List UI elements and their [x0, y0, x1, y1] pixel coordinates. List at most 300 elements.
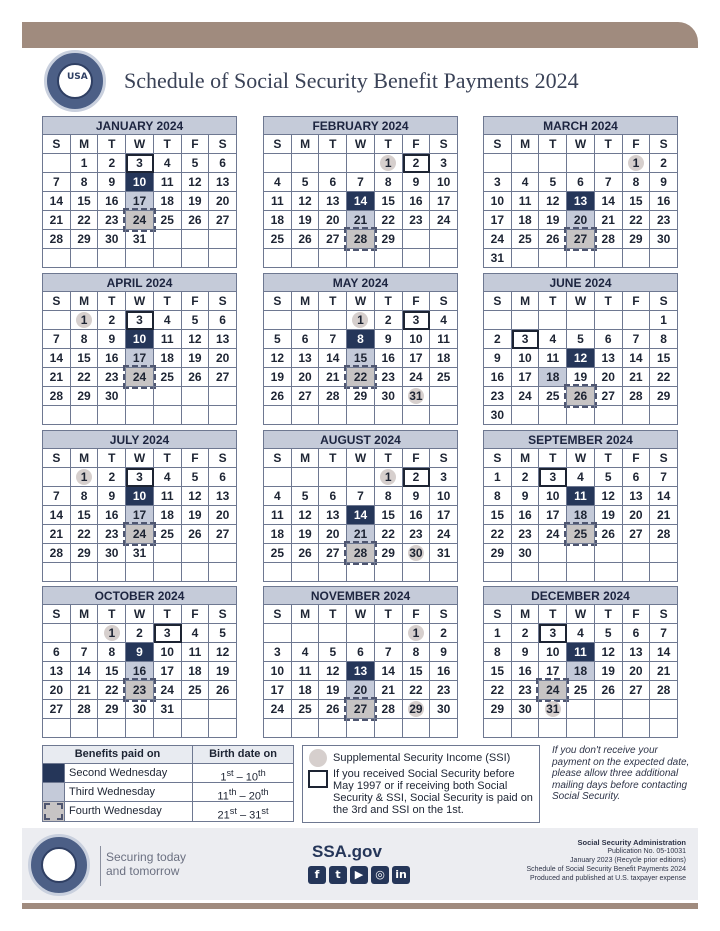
- day-cell: 10: [430, 487, 458, 506]
- eagle-icon: USA: [67, 72, 88, 82]
- day-cell: 2: [98, 311, 126, 330]
- weekday-header: W: [567, 292, 595, 311]
- weekday-header: W: [347, 135, 375, 154]
- day-cell: 15: [71, 192, 99, 211]
- weekday-header: T: [98, 292, 126, 311]
- day-cell: 17: [430, 506, 458, 525]
- weekday-header: W: [126, 605, 154, 624]
- weekday-header: T: [98, 605, 126, 624]
- empty-cell: [264, 249, 292, 268]
- empty-cell: [539, 563, 567, 582]
- ssi-swatch: [309, 749, 327, 767]
- day-cell: 5: [209, 624, 237, 643]
- empty-cell: [595, 719, 623, 738]
- day-cell: 24: [539, 525, 567, 544]
- day-cell: 4: [430, 311, 458, 330]
- day-cell: 8: [347, 330, 375, 349]
- weekday-header: T: [98, 135, 126, 154]
- day-cell: 28: [319, 387, 347, 406]
- page-title: Schedule of Social Security Benefit Payments 2024: [124, 68, 579, 93]
- day-cell: 3: [430, 468, 458, 487]
- day-cell: 18: [264, 211, 292, 230]
- day-cell: 5: [319, 643, 347, 662]
- day-cell: 5: [539, 173, 567, 192]
- day-cell: 12: [319, 662, 347, 681]
- weekday-header: F: [182, 292, 210, 311]
- day-cell: 28: [71, 700, 99, 719]
- day-cell: 22: [71, 525, 99, 544]
- day-cell: 11: [539, 349, 567, 368]
- day-cell: 26: [567, 387, 595, 406]
- day-cell: 13: [209, 330, 237, 349]
- ssi-payment-marker: 1: [76, 312, 92, 328]
- empty-cell: [375, 249, 403, 268]
- day-cell: 28: [43, 230, 71, 249]
- empty-cell: [98, 563, 126, 582]
- weekday-header: T: [154, 135, 182, 154]
- ssi-payment-marker: 31: [546, 702, 560, 716]
- day-cell: 18: [264, 525, 292, 544]
- day-cell: 29: [484, 544, 512, 563]
- calendar-grid: [42, 116, 678, 738]
- day-cell: 27: [209, 368, 237, 387]
- day-cell: 20: [209, 506, 237, 525]
- empty-cell: [403, 406, 431, 425]
- weekday-header: F: [403, 605, 431, 624]
- day-cell: 11: [430, 330, 458, 349]
- day-cell: [347, 311, 375, 330]
- legend-label: Third Wednesday: [65, 783, 193, 801]
- ssi-legend-box: [302, 745, 540, 823]
- day-cell: 21: [347, 211, 375, 230]
- day-cell: 29: [375, 230, 403, 249]
- day-cell: 2: [484, 330, 512, 349]
- empty-cell: [126, 406, 154, 425]
- bottom-accent-bar: [22, 903, 698, 909]
- empty-cell: [264, 406, 292, 425]
- day-cell: 14: [623, 349, 651, 368]
- instagram-icon[interactable]: ◎: [371, 866, 389, 884]
- empty-cell: [347, 154, 375, 173]
- day-cell: 17: [484, 211, 512, 230]
- day-cell: 8: [650, 330, 678, 349]
- day-cell: 22: [403, 681, 431, 700]
- ssa-seal-logo: [28, 834, 90, 896]
- weekday-header: S: [430, 605, 458, 624]
- day-cell: 17: [403, 349, 431, 368]
- day-cell: 24: [430, 211, 458, 230]
- day-cell: 19: [292, 525, 320, 544]
- day-cell: 23: [403, 211, 431, 230]
- weekday-header: M: [292, 605, 320, 624]
- day-cell: 11: [567, 643, 595, 662]
- day-cell: 21: [43, 368, 71, 387]
- day-cell: 17: [430, 192, 458, 211]
- empty-cell: [209, 700, 237, 719]
- empty-cell: [430, 563, 458, 582]
- day-cell: 31: [126, 544, 154, 563]
- day-cell: 13: [623, 643, 651, 662]
- day-cell: 29: [623, 230, 651, 249]
- day-cell: 24: [264, 700, 292, 719]
- social-icons: [308, 866, 410, 884]
- day-cell: 14: [43, 349, 71, 368]
- empty-cell: [154, 230, 182, 249]
- empty-cell: [567, 154, 595, 173]
- day-cell: 4: [567, 624, 595, 643]
- day-cell: 19: [292, 211, 320, 230]
- weekday-header: F: [403, 135, 431, 154]
- day-cell: 20: [292, 368, 320, 387]
- day-cell: 5: [182, 311, 210, 330]
- day-cell: 20: [209, 349, 237, 368]
- swatch-third: [43, 783, 65, 801]
- day-cell: 9: [126, 643, 154, 662]
- day-cell: 19: [264, 368, 292, 387]
- day-cell: 13: [319, 192, 347, 211]
- weekday-header: T: [375, 449, 403, 468]
- day-cell: 19: [209, 662, 237, 681]
- day-cell: 20: [623, 662, 651, 681]
- day-cell: 23: [126, 681, 154, 700]
- day-cell: 2: [430, 624, 458, 643]
- day-cell: 30: [375, 387, 403, 406]
- empty-cell: [430, 230, 458, 249]
- month-title: FEBRUARY 2024: [263, 116, 458, 135]
- page-header: [38, 46, 688, 112]
- empty-cell: [623, 700, 651, 719]
- weekday-header: T: [154, 605, 182, 624]
- day-cell: 29: [71, 387, 99, 406]
- day-cell: 10: [154, 643, 182, 662]
- day-cell: 16: [403, 506, 431, 525]
- day-cell: 25: [264, 544, 292, 563]
- day-cell: 7: [650, 468, 678, 487]
- day-cell: 7: [43, 487, 71, 506]
- day-cell: 6: [319, 173, 347, 192]
- day-cell: 25: [292, 700, 320, 719]
- day-cell: 2: [126, 624, 154, 643]
- day-cell: 24: [154, 681, 182, 700]
- weekday-header: T: [539, 135, 567, 154]
- weekday-header: S: [650, 292, 678, 311]
- day-cell: 4: [264, 487, 292, 506]
- day-cell: 9: [430, 643, 458, 662]
- weekday-header: F: [623, 449, 651, 468]
- day-cell: 20: [347, 681, 375, 700]
- empty-cell: [623, 544, 651, 563]
- day-cell: 22: [623, 211, 651, 230]
- ssi-payment-marker: 1: [352, 312, 368, 328]
- empty-cell: [403, 719, 431, 738]
- day-cell: 12: [182, 487, 210, 506]
- day-cell: 2: [98, 154, 126, 173]
- day-cell: 12: [182, 173, 210, 192]
- day-cell: 4: [567, 468, 595, 487]
- weekday-header: T: [539, 292, 567, 311]
- publication-info: [526, 838, 686, 883]
- day-cell: 7: [347, 487, 375, 506]
- day-cell: 22: [375, 211, 403, 230]
- day-cell: 26: [264, 387, 292, 406]
- day-cell: 1: [71, 154, 99, 173]
- day-cell: 18: [154, 349, 182, 368]
- empty-cell: [292, 563, 320, 582]
- day-cell: [71, 311, 99, 330]
- weekday-header: S: [430, 449, 458, 468]
- weekday-header: S: [43, 449, 71, 468]
- day-cell: 9: [512, 487, 540, 506]
- day-cell: 11: [567, 487, 595, 506]
- empty-cell: [567, 700, 595, 719]
- empty-cell: [539, 249, 567, 268]
- day-cell: 11: [264, 506, 292, 525]
- empty-cell: [43, 468, 71, 487]
- weekday-header: F: [623, 135, 651, 154]
- day-cell: 3: [512, 330, 540, 349]
- empty-cell: [71, 249, 99, 268]
- empty-cell: [71, 719, 99, 738]
- day-cell: [375, 154, 403, 173]
- weekday-header: T: [154, 449, 182, 468]
- empty-cell: [512, 719, 540, 738]
- linkedin-icon[interactable]: in: [392, 866, 410, 884]
- day-cell: 23: [98, 525, 126, 544]
- weekday-header: F: [623, 292, 651, 311]
- day-cell: 4: [182, 624, 210, 643]
- day-cell: 6: [595, 330, 623, 349]
- empty-cell: [209, 563, 237, 582]
- day-cell: 7: [43, 330, 71, 349]
- empty-cell: [484, 311, 512, 330]
- weekday-header: M: [292, 135, 320, 154]
- day-cell: 16: [98, 192, 126, 211]
- day-cell: 14: [650, 643, 678, 662]
- empty-cell: [319, 311, 347, 330]
- empty-cell: [292, 154, 320, 173]
- ssi-payment-marker: 29: [409, 702, 423, 716]
- day-cell: 23: [484, 387, 512, 406]
- month-calendar: [42, 273, 237, 425]
- day-cell: 13: [292, 349, 320, 368]
- day-cell: 27: [347, 700, 375, 719]
- day-cell: 13: [209, 173, 237, 192]
- day-cell: 15: [403, 662, 431, 681]
- weekday-header: M: [71, 135, 99, 154]
- day-cell: 21: [650, 662, 678, 681]
- page-footer: [22, 828, 698, 900]
- day-cell: 11: [292, 662, 320, 681]
- day-cell: 21: [595, 211, 623, 230]
- empty-cell: [595, 311, 623, 330]
- empty-cell: [539, 406, 567, 425]
- month-calendar: [483, 430, 678, 582]
- month-title: NOVEMBER 2024: [263, 586, 458, 605]
- empty-cell: [319, 563, 347, 582]
- day-cell: 29: [71, 544, 99, 563]
- day-cell: 7: [595, 173, 623, 192]
- day-cell: 12: [292, 192, 320, 211]
- boxed-swatch: [308, 770, 328, 788]
- empty-cell: [347, 249, 375, 268]
- day-cell: 17: [126, 506, 154, 525]
- day-cell: 18: [154, 192, 182, 211]
- day-cell: 26: [595, 525, 623, 544]
- day-cell: 19: [595, 506, 623, 525]
- day-cell: 12: [264, 349, 292, 368]
- weekday-header: S: [484, 605, 512, 624]
- day-cell: 8: [375, 173, 403, 192]
- mailing-note: If you don't receive your payment on the expected date, please allow three additional mailing days before contacting Social Security.: [552, 745, 690, 802]
- day-cell: 27: [209, 211, 237, 230]
- weekday-header: F: [403, 292, 431, 311]
- day-cell: 10: [539, 487, 567, 506]
- day-cell: 14: [43, 506, 71, 525]
- day-cell: 19: [539, 211, 567, 230]
- day-cell: 16: [98, 506, 126, 525]
- empty-cell: [264, 154, 292, 173]
- day-cell: 7: [319, 330, 347, 349]
- month-title: JULY 2024: [42, 430, 237, 449]
- day-cell: 5: [595, 624, 623, 643]
- day-cell: 7: [347, 173, 375, 192]
- day-cell: 6: [319, 487, 347, 506]
- empty-cell: [567, 544, 595, 563]
- pub-number: Publication No. 05-10031: [607, 848, 686, 855]
- day-cell: 3: [403, 311, 431, 330]
- youtube-icon[interactable]: ▶: [350, 866, 368, 884]
- day-cell: 1: [484, 468, 512, 487]
- day-cell: 15: [71, 349, 99, 368]
- empty-cell: [567, 311, 595, 330]
- day-cell: 17: [126, 192, 154, 211]
- empty-cell: [182, 563, 210, 582]
- empty-cell: [375, 624, 403, 643]
- day-cell: 30: [512, 700, 540, 719]
- day-cell: [403, 387, 431, 406]
- empty-cell: [319, 468, 347, 487]
- day-cell: 9: [98, 487, 126, 506]
- day-cell: 15: [484, 662, 512, 681]
- facebook-icon[interactable]: f: [308, 866, 326, 884]
- day-cell: 9: [375, 330, 403, 349]
- day-cell: 17: [539, 506, 567, 525]
- day-cell: 14: [595, 192, 623, 211]
- day-cell: [403, 544, 431, 563]
- empty-cell: [403, 249, 431, 268]
- day-cell: 8: [71, 330, 99, 349]
- day-cell: 18: [567, 662, 595, 681]
- day-cell: 8: [71, 487, 99, 506]
- empty-cell: [375, 406, 403, 425]
- day-cell: 14: [71, 662, 99, 681]
- day-cell: 9: [98, 173, 126, 192]
- empty-cell: [623, 249, 651, 268]
- day-cell: 4: [264, 173, 292, 192]
- empty-cell: [595, 563, 623, 582]
- day-cell: 26: [319, 700, 347, 719]
- day-cell: 18: [182, 662, 210, 681]
- day-cell: 30: [650, 230, 678, 249]
- day-cell: 15: [375, 192, 403, 211]
- site-link[interactable]: SSA.gov: [312, 842, 382, 861]
- day-cell: 7: [71, 643, 99, 662]
- weekday-header: T: [154, 292, 182, 311]
- day-cell: 25: [567, 681, 595, 700]
- empty-cell: [154, 544, 182, 563]
- empty-cell: [595, 406, 623, 425]
- day-cell: 10: [539, 643, 567, 662]
- day-cell: 31: [154, 700, 182, 719]
- empty-cell: [71, 563, 99, 582]
- weekday-header: M: [292, 292, 320, 311]
- empty-cell: [403, 230, 431, 249]
- day-cell: 23: [512, 525, 540, 544]
- month-calendar: [483, 116, 678, 268]
- empty-cell: [347, 406, 375, 425]
- empty-cell: [43, 154, 71, 173]
- month-calendar: [42, 430, 237, 582]
- day-cell: 22: [71, 368, 99, 387]
- org-name: Social Security Administration: [577, 838, 686, 847]
- day-cell: 18: [512, 211, 540, 230]
- day-cell: 21: [71, 681, 99, 700]
- day-cell: 20: [567, 211, 595, 230]
- day-cell: 15: [375, 506, 403, 525]
- day-cell: 20: [43, 681, 71, 700]
- legend-range: 21st – 31st: [217, 806, 269, 822]
- day-cell: 30: [430, 700, 458, 719]
- weekday-header: T: [319, 605, 347, 624]
- empty-cell: [430, 719, 458, 738]
- empty-cell: [567, 406, 595, 425]
- weekday-header: S: [264, 292, 292, 311]
- day-cell: [375, 468, 403, 487]
- empty-cell: [567, 249, 595, 268]
- empty-cell: [623, 311, 651, 330]
- day-cell: 16: [126, 662, 154, 681]
- weekday-header: W: [126, 449, 154, 468]
- empty-cell: [512, 154, 540, 173]
- weekday-header: T: [375, 135, 403, 154]
- day-cell: 28: [347, 544, 375, 563]
- twitter-icon[interactable]: t: [329, 866, 347, 884]
- day-cell: [403, 624, 431, 643]
- day-cell: 29: [375, 544, 403, 563]
- empty-cell: [154, 406, 182, 425]
- day-cell: 2: [403, 154, 431, 173]
- weekday-header: T: [319, 292, 347, 311]
- day-cell: 16: [375, 349, 403, 368]
- ssi-payment-marker: 1: [76, 469, 92, 485]
- day-cell: 20: [595, 368, 623, 387]
- day-cell: 19: [319, 681, 347, 700]
- weekday-header: W: [567, 449, 595, 468]
- day-cell: 11: [182, 643, 210, 662]
- top-accent-bar: [22, 22, 698, 48]
- empty-cell: [71, 624, 99, 643]
- empty-cell: [209, 406, 237, 425]
- day-cell: 14: [43, 192, 71, 211]
- ssi-label: Supplemental Security Income (SSI): [333, 752, 511, 764]
- day-cell: 19: [182, 506, 210, 525]
- weekday-header: F: [182, 135, 210, 154]
- day-cell: 13: [43, 662, 71, 681]
- day-cell: 28: [650, 681, 678, 700]
- day-cell: 11: [512, 192, 540, 211]
- empty-cell: [650, 719, 678, 738]
- empty-cell: [539, 544, 567, 563]
